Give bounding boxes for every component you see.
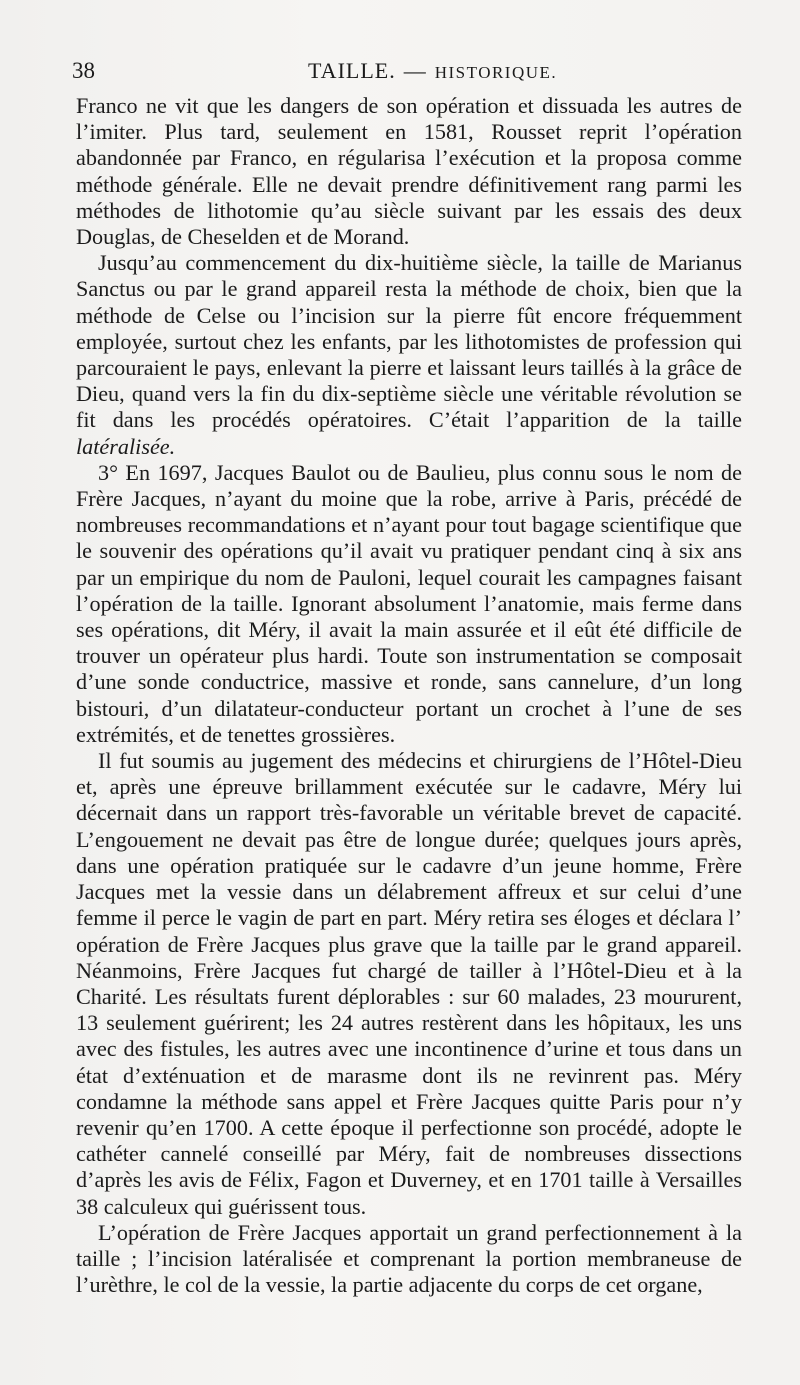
paragraph: Franco ne vit que les dangers de son opération et dissuada les autres de l’imiter. Plus tard, seulement en 1581, Rousset reprit l’opération abandonnée par Franco, en régularisa l’exécution et la proposa comme méthode générale. Elle ne devait prendre définitivement rang parmi les méthodes de lithotomie qu’au siècle suivant par les essais des deux Douglas, de Cheselden et de Morand. bbox=[76, 93, 742, 250]
paragraph: Il fut soumis au jugement des médecins et chirurgiens de l’Hôtel-Dieu et, après une épreuve brillamment exécutée sur le cadavre, Méry lui décernait dans un rapport très-favorable un véritable brevet de capacité. L’engouement ne devait pas être de longue durée; quelques jours après, dans une opération pratiquée sur le cadavre d’un jeune homme, Frère Jacques met la vessie dans un délabrement affreux et sur celui d’une femme il perce le vagin de part en part. Méry retira ses éloges et déclara l’ opération de Frère Jacques plus grave que la taille par le grand appareil. Néanmoins, Frère Jacques fut chargé de tailler à l’Hôtel-Dieu et à la Charité. Les résultats furent déplorables : sur 60 malades, 23 moururent, 13 seulement guérirent; les 24 autres restèrent dans les hôpitaux, les uns avec des fistules, les autres avec une incontinence d’urine et tous dans un état d’exténuation et de marasme dont ils ne revinrent pas. Méry condamne la méthode sans appel et Frère Jacques quitte Paris pour n’y revenir qu’en 1700. A cette époque il perfectionne son procédé, adopte le cathéter cannelé conseillé par Méry, fait de nombreuses dissections d’après les avis de Félix, Fagon et Duverney, et en 1701 taille à Versailles 38 calculeux qui guérissent tous. bbox=[76, 748, 742, 1219]
paragraph: 3° En 1697, Jacques Baulot ou de Baulieu, plus connu sous le nom de Frère Jacques, n’ayant du moine que la robe, arrive à Paris, précédé de nombreuses recommandations et n’ayant pour tout bagage scientifique que le souvenir des opérations qu’il avait vu pratiquer pendant cinq à six ans par un empirique du nom de Pauloni, lequel courait les campagnes faisant l’opération de la taille. Ignorant absolument l’anatomie, mais ferme dans ses opérations, dit Méry, il avait la main assurée et il eût été difficile de trouver un opérateur plus hardi. Toute son instrumentation se composait d’une sonde conductrice, massive et ronde, sans cannelure, d’un long bistouri, d’un dilatateur-conducteur portant un crochet à l’une de ses extrémités, et de tenettes grossières. bbox=[76, 459, 742, 747]
running-head-title: TAILLE. bbox=[308, 58, 396, 83]
page-header bbox=[72, 58, 748, 94]
page-number: 38 bbox=[72, 58, 95, 83]
body-text bbox=[76, 93, 742, 1298]
running-head bbox=[308, 58, 557, 84]
paragraph-text: Jusqu’au commencement du dix-huitième siècle, la taille de Marianus Sanctus ou par le grand appareil resta la méthode de choix, bien que la méthode de Celse ou l’incision sur la pierre fût encore fréquemment employée, surtout chez les enfants, par les lithotomistes de profession qui parcouraient le pays, enlevant la pierre et laissant leurs taillés à la grâce de Dieu, quand vers la fin du dix-septième siècle une véritable révolution se fit dans les procédés opératoires. C’était l’apparition de la taille bbox=[76, 250, 742, 433]
emphasis-latéralisée: latéralisée. bbox=[76, 433, 176, 459]
running-head-subtitle: HISTORIQUE. bbox=[434, 63, 558, 82]
paragraph: L’opération de Frère Jacques apportait un grand perfectionnement à la taille ; l’incision latéralisée et comprenant la portion membraneuse de l’urèthre, le col de la vessie, la partie adjacente du corps de cet organe, bbox=[76, 1219, 742, 1298]
paragraph bbox=[76, 250, 742, 460]
running-head-dash: — bbox=[403, 58, 427, 83]
